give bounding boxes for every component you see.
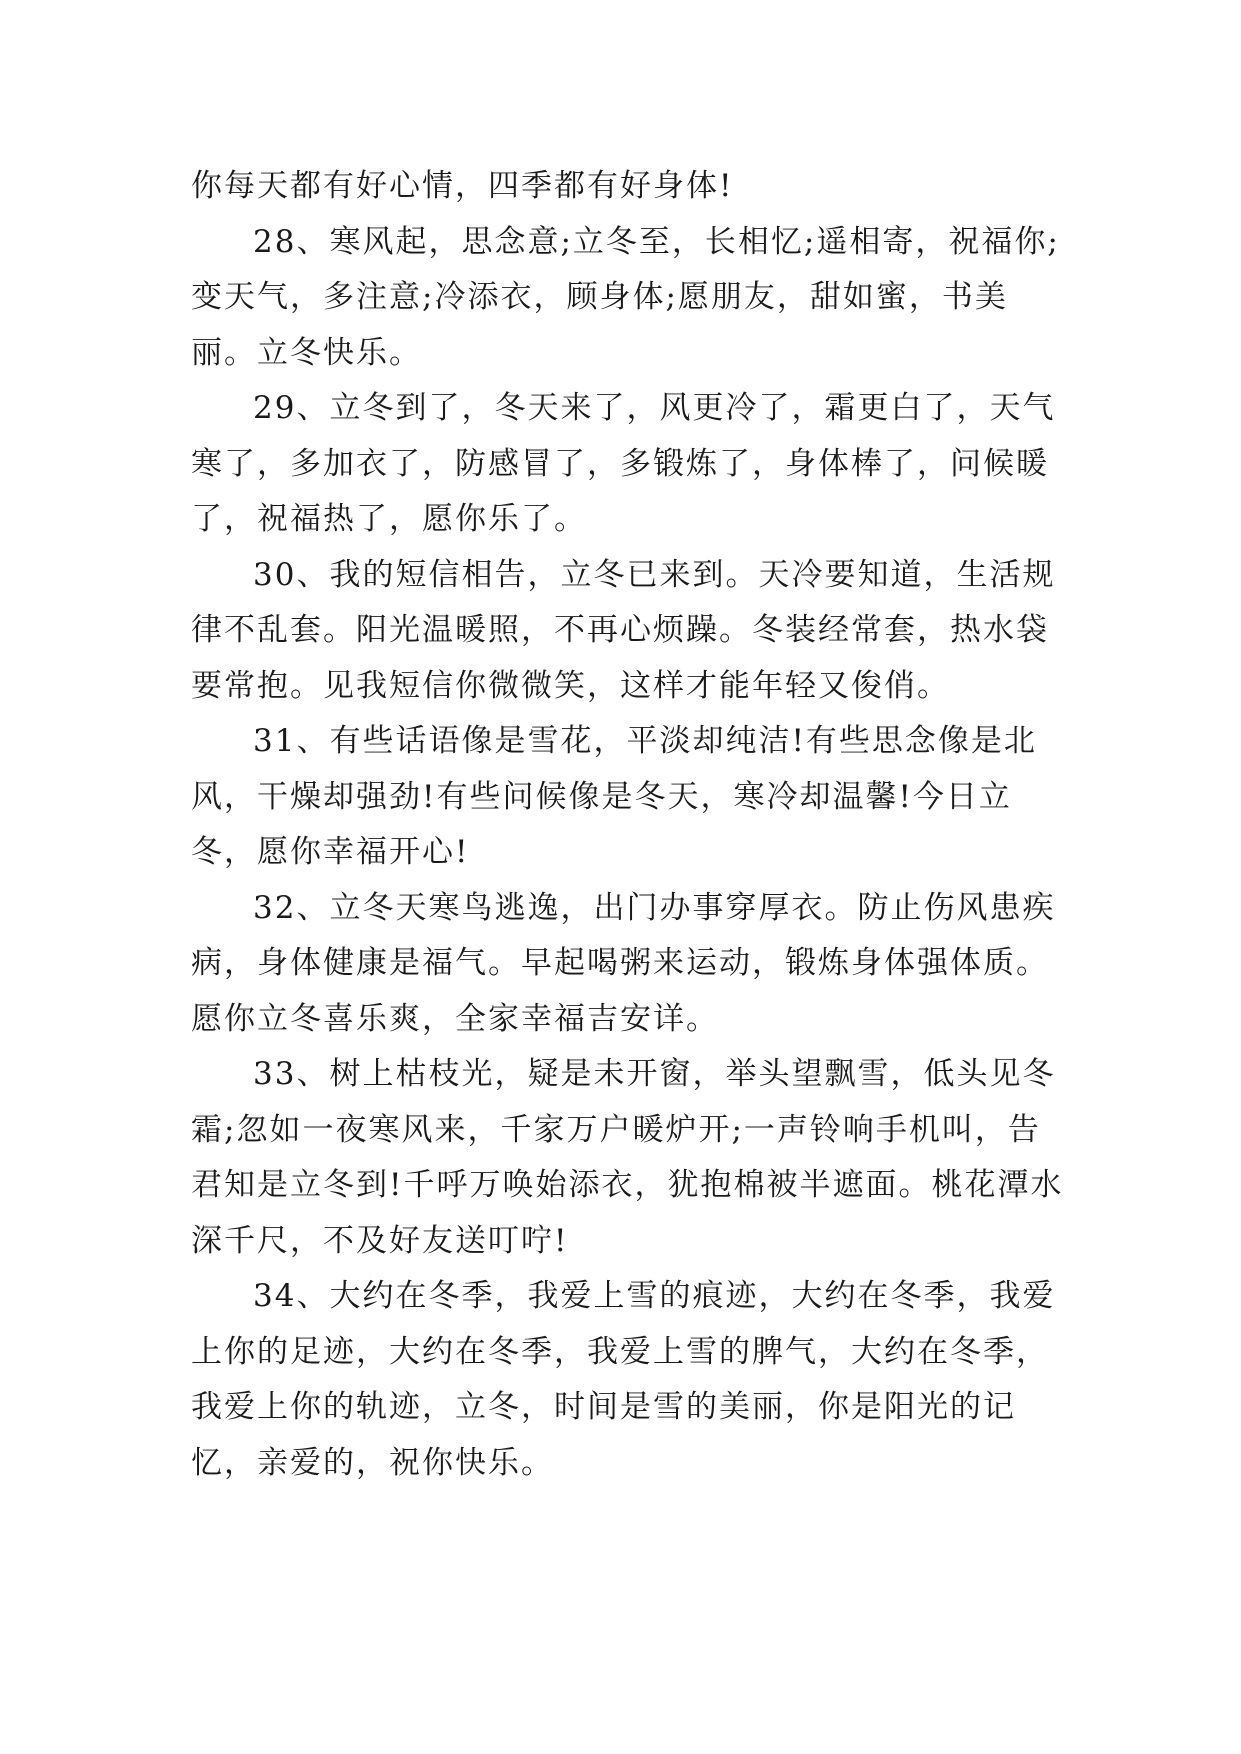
paragraph-29: 29、立冬到了，冬天来了，风更冷了，霜更白了，天气寒了，多加衣了，防感冒了，多锻炼了，身体棒了，问候暖了，祝福热了，愿你乐了。 — [191, 390, 1056, 537]
paragraph-31: 31、有些话语像是雪花，平淡却纯洁!有些思念像是北风，干燥却强劲!有些问候像是冬天，寒冷却温馨!今日立冬，愿你幸福开心! — [191, 723, 1037, 870]
paragraph-continuation: 你每天都有好心情，四季都有好身体! — [191, 168, 734, 204]
paragraph-32: 32、立冬天寒鸟逃逸，出门办事穿厚衣。防止伤风患疾病，身体健康是福气。早起喝粥来运动，锻炼身体强体质。愿你立冬喜乐爽，全家幸福吉安详。 — [191, 889, 1056, 1037]
paragraph-30: 30、我的短信相告，立冬已来到。天冷要知道，生活规律不乱套。阳光温暖照，不再心烦躁。冬装经常套，热水袋要常抱。见我短信你微微笑，这样才能年轻又俊俏。 — [191, 556, 1056, 704]
paragraph-28: 28、寒风起，思念意;立冬至，长相忆;遥相寄，祝福你;变天气，多注意;冷添衣，顾身体;愿朋友，甜如蜜，书美丽。立冬快乐。 — [191, 223, 1060, 371]
paragraph-34: 34、大约在冬季，我爱上雪的痕迹，大约在冬季，我爱上你的足迹，大约在冬季，我爱上雪的脾气，大约在冬季，我爱上你的轨迹，立冬，时间是雪的美丽，你是阳光的记忆，亲爱的，祝你快乐。 — [191, 1278, 1056, 1481]
paragraph-33: 33、树上枯枝光，疑是未开窗，举头望飘雪，低头见冬霜;忽如一夜寒风来，千家万户暖炉开;一声铃响手机叫，告君知是立冬到!千呼万唤始添衣，犹抱棉被半遮面。桃花潭水深千尺，不及好友送叮咛! — [191, 1056, 1064, 1259]
document-body — [191, 159, 1071, 1491]
